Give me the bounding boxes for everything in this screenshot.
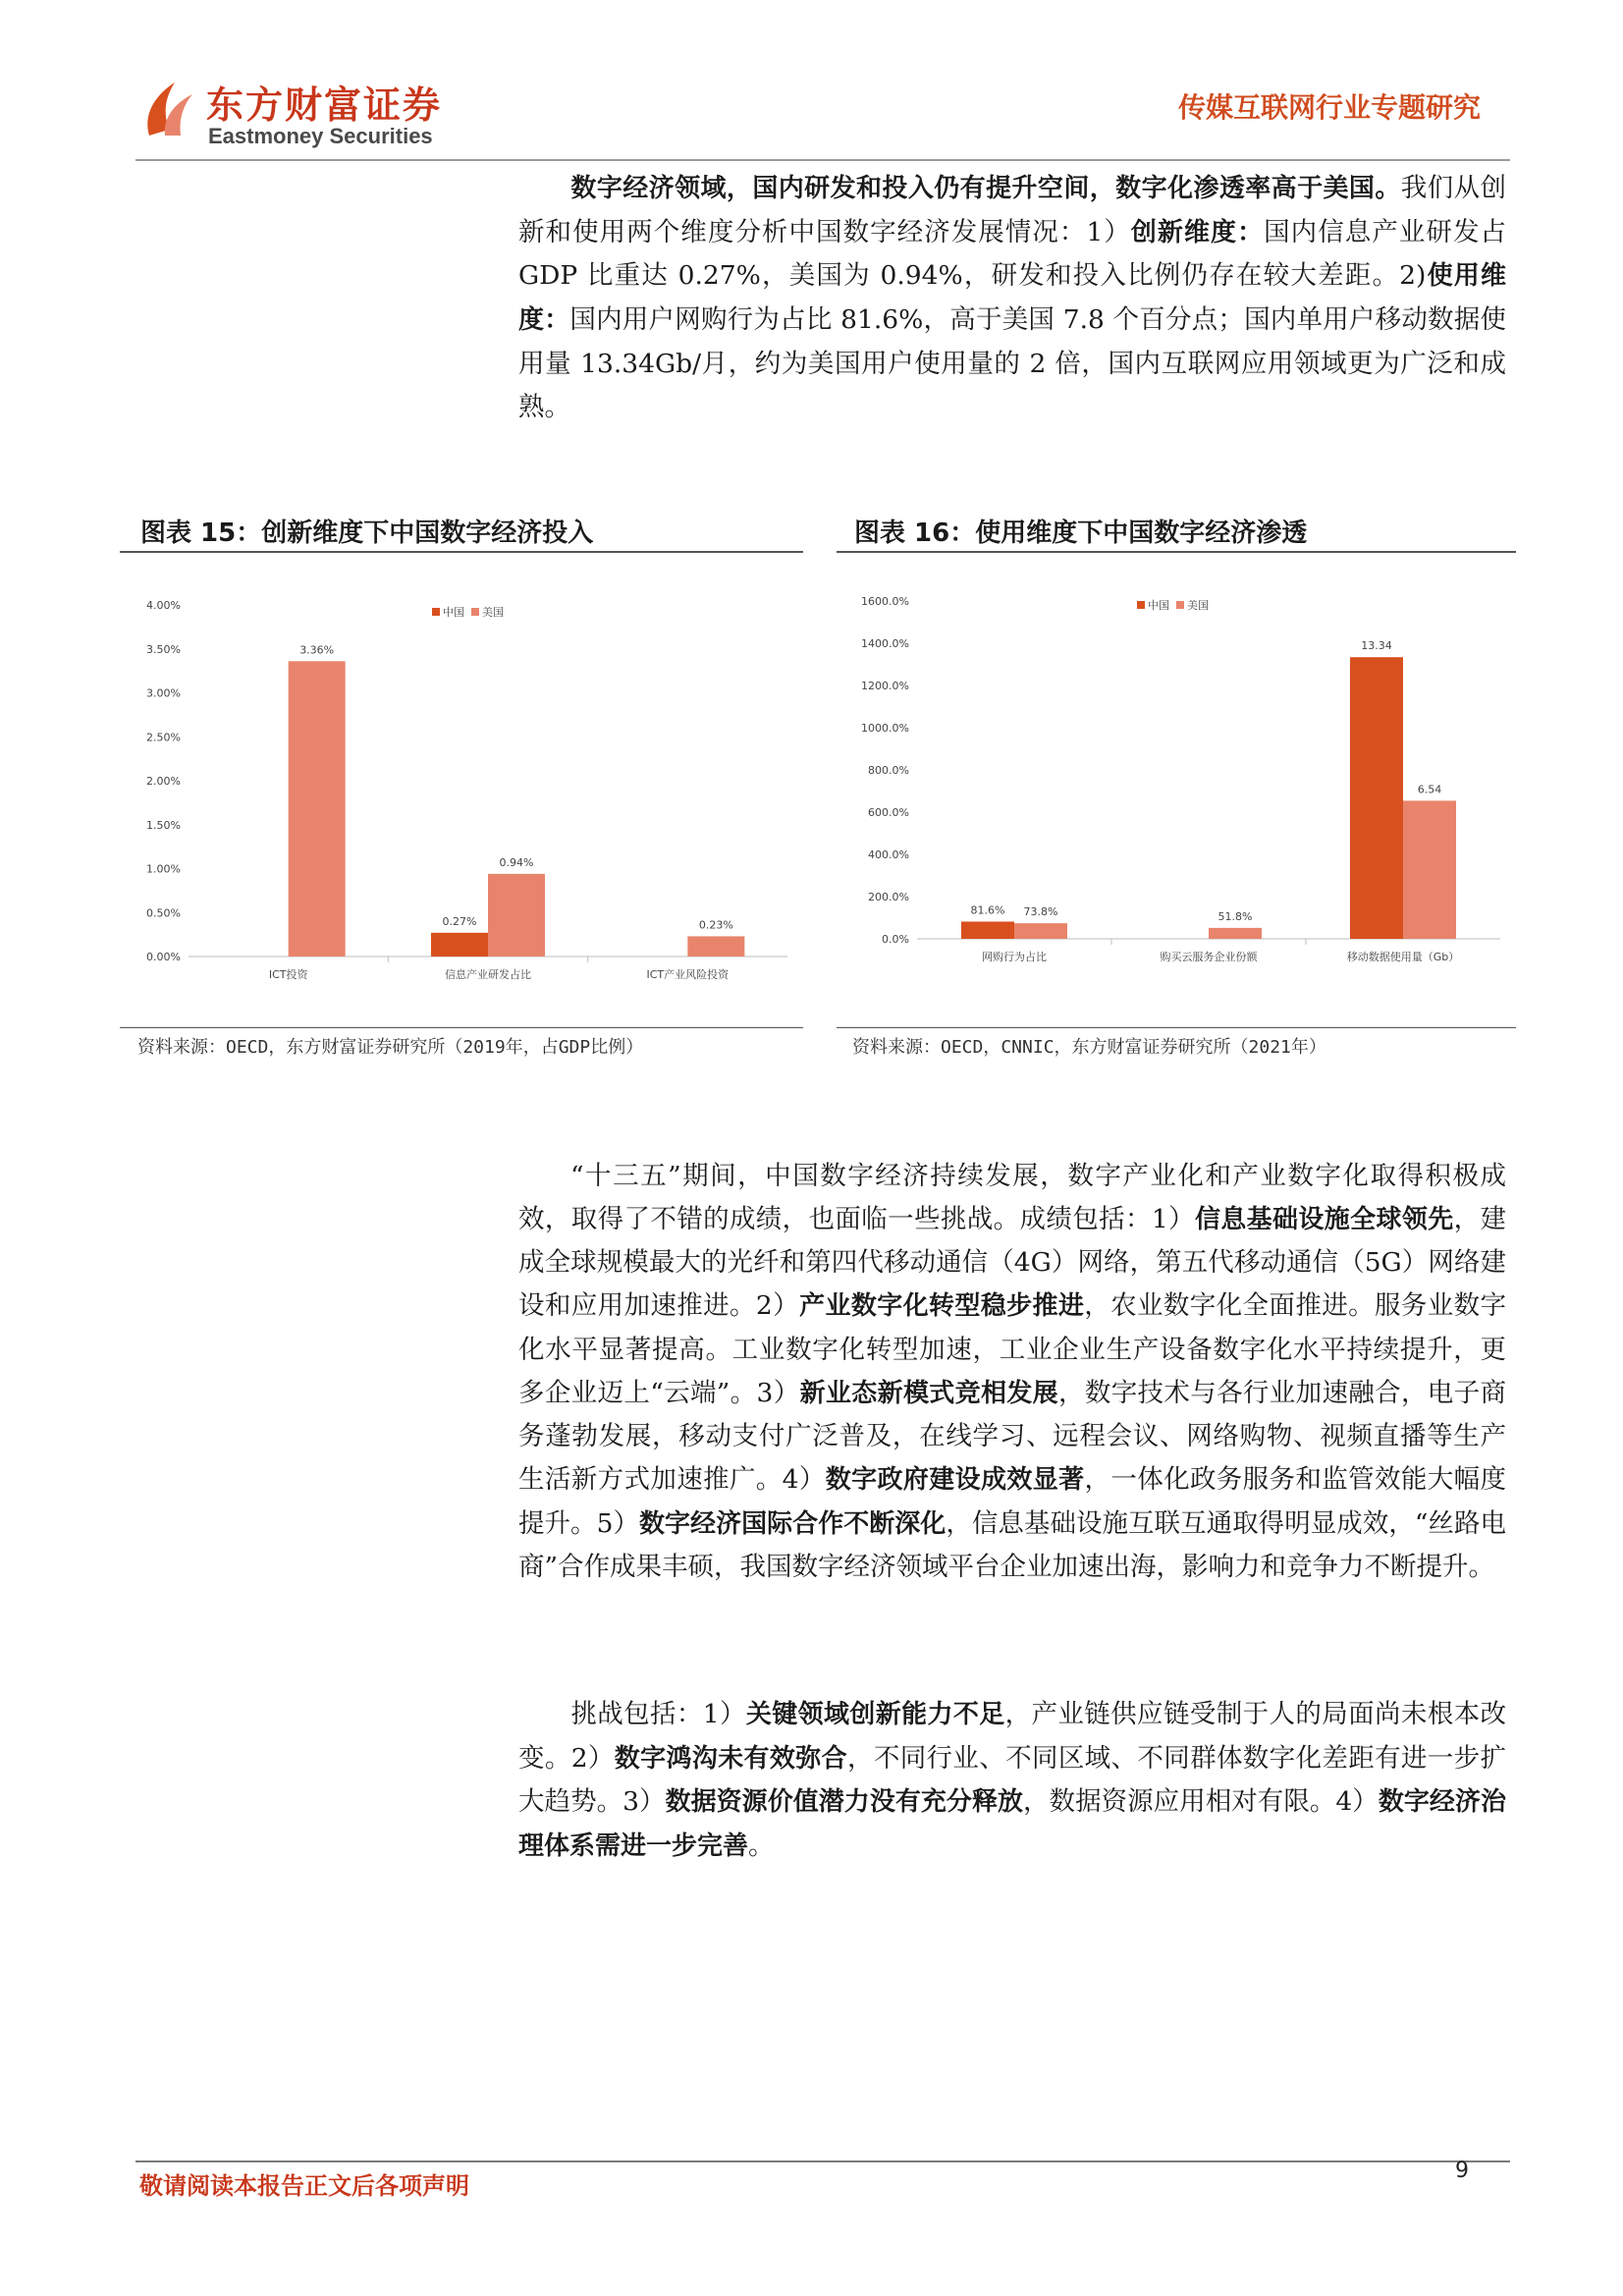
legend-label: 中国 <box>1148 599 1169 612</box>
intro-text: 我们从创新和使用两个维度分析中国数字经济发展情况：1） <box>518 173 1506 247</box>
y-tick-label: 1400.0% <box>861 637 909 650</box>
brand-name-cn: 东方财富证券 <box>206 83 443 127</box>
y-tick-label: 4.00% <box>146 599 181 612</box>
intro-bold: 创新维度： <box>1130 217 1265 247</box>
challenges-bold: 数据资源价值潜力没有充分释放 <box>665 1787 1024 1818</box>
chart16-bottom-rule <box>837 1027 1516 1028</box>
chart15-top-rule <box>120 551 803 553</box>
y-tick-label: 800.0% <box>868 764 909 777</box>
data-label: 0.94% <box>499 855 534 869</box>
data-label: 3.36% <box>299 643 335 657</box>
legend-swatch <box>1137 601 1145 609</box>
legend-swatch <box>471 608 479 616</box>
achievements-text: ，数字技术与各行业加速融合，电子商务蓬勃发展，移动支付广泛普及，在线学习、远程会议、网络购物、视频直播等生产生活新方式加速推广。4） <box>518 1377 1506 1495</box>
chart16-plot <box>837 560 1516 1021</box>
footer-divider <box>135 2160 1510 2162</box>
intro-paragraph <box>518 167 1506 428</box>
x-tick-label: ICT产业风险投资 <box>646 968 730 981</box>
data-label: 51.8% <box>1217 909 1253 923</box>
bar-usa <box>687 936 744 957</box>
report-title: 传媒互联网行业专题研究 <box>1177 91 1481 124</box>
data-label: 0.27% <box>442 914 477 928</box>
achievements-paragraph <box>518 1155 1506 1589</box>
challenges-bold: 数字鸿沟未有效弥合 <box>614 1743 847 1774</box>
bar-usa <box>488 874 545 957</box>
page-number: 9 <box>1455 2159 1469 2183</box>
x-tick-label: ICT投资 <box>268 968 308 981</box>
y-tick-label: 0.50% <box>146 906 181 920</box>
achievements-bold: 数字政府建设成效显著 <box>825 1464 1085 1495</box>
y-tick-label: 3.00% <box>146 686 181 700</box>
legend-label: 美国 <box>1187 599 1209 612</box>
legend-swatch <box>1176 601 1184 609</box>
data-label: 73.8% <box>1023 905 1058 919</box>
y-tick-label: 1000.0% <box>861 722 909 735</box>
disclaimer-note: 敬请阅读本报告正文后各项声明 <box>139 2172 469 2200</box>
challenges-text: ，产业链供应链受制于人的局面尚未根本改变。2） <box>518 1699 1506 1774</box>
achievements-text: ，建成全球规模最大的光纤和第四代移动通信（4G）网络，第五代移动通信（5G）网络建设和应用加速推进。2） <box>518 1203 1506 1322</box>
chart15-plot <box>120 560 803 1021</box>
achievements-bold: 新业态新模式竞相发展 <box>799 1378 1059 1408</box>
intro-text: 国内信息产业研发占 GDP 比重达 0.27%，美国为 0.94%，研发和投入比例仍存在较大差距。2) <box>518 216 1506 292</box>
bar-china <box>1350 657 1403 939</box>
challenges-bold: 数字经济治理体系需进一步完善 <box>518 1787 1506 1862</box>
bar-usa <box>1209 928 1262 939</box>
x-tick-label: 移动数据使用量（Gb） <box>1346 951 1460 963</box>
challenges-bold: 关键领域创新能力不足 <box>745 1700 1005 1729</box>
header-divider <box>135 159 1510 161</box>
x-tick-label: 信息产业研发占比 <box>445 968 531 981</box>
x-tick-label: 购买云服务企业份额 <box>1160 951 1258 963</box>
y-tick-label: 2.00% <box>146 775 181 788</box>
brand-name-en: Eastmoney Securities <box>208 124 433 148</box>
chart15-source: 资料来源：OECD，东方财富证券研究所（2019年，占GDP比例） <box>137 1037 644 1058</box>
achievements-bold: 产业数字化转型稳步推进 <box>799 1291 1085 1322</box>
data-label: 81.6% <box>970 903 1005 917</box>
legend-swatch <box>432 608 440 616</box>
y-tick-label: 400.0% <box>868 848 909 861</box>
y-tick-label: 200.0% <box>868 891 909 903</box>
chart15-bottom-rule <box>120 1027 803 1028</box>
chart16-caption: 图表 16：使用维度下中国数字经济渗透 <box>854 519 1308 548</box>
chart16-top-rule <box>837 551 1516 553</box>
y-tick-label: 1200.0% <box>861 680 909 692</box>
data-label: 6.54 <box>1417 783 1442 796</box>
achievements-text: ，一体化政务服务和监管效能大幅度提升。5） <box>518 1463 1506 1539</box>
x-tick-label: 网购行为占比 <box>982 951 1047 963</box>
achievements-text: ，信息基础设施互联互通取得明显成效，“丝路电商”合作成果丰硕，我国数字经济领域平台企业加速出海，影响力和竞争力不断提升。 <box>518 1507 1506 1583</box>
challenges-text: ，不同行业、不同区域、不同群体数字化差距有进一步扩大趋势。3） <box>518 1742 1506 1818</box>
chart16-source: 资料来源：OECD，CNNIC，东方财富证券研究所（2021年） <box>852 1037 1326 1058</box>
challenges-paragraph <box>518 1693 1506 1869</box>
challenges-text: 。 <box>748 1831 775 1862</box>
y-tick-label: 0.0% <box>882 933 909 946</box>
y-tick-label: 600.0% <box>868 806 909 819</box>
bar-usa <box>1403 800 1456 939</box>
y-tick-label: 3.50% <box>146 642 181 656</box>
legend-label: 美国 <box>482 606 504 619</box>
y-tick-label: 1.50% <box>146 818 181 832</box>
bar-china <box>961 921 1014 939</box>
data-label: 0.23% <box>698 918 733 932</box>
achievements-text: ，农业数字化全面推进。服务业数字化水平显著提高。工业数字化转型加速，工业企业生产设备数字化水平持续提升，更多企业迈上“云端”。3） <box>518 1290 1506 1408</box>
y-tick-label: 2.50% <box>146 731 181 744</box>
bar-china <box>431 933 488 957</box>
intro-lead: 数字经济领域，国内研发和投入仍有提升空间，数字化渗透率高于美国。 <box>570 174 1401 203</box>
intro-bold: 使用维度： <box>518 261 1506 336</box>
y-tick-label: 1.00% <box>146 862 181 876</box>
challenges-text: ，数据资源应用相对有限。4） <box>1023 1786 1379 1818</box>
bar-usa <box>289 661 346 957</box>
bar-usa <box>1014 923 1067 939</box>
brand-logo-icon <box>135 77 202 143</box>
data-label: 13.34 <box>1361 639 1392 653</box>
achievements-bold: 信息基础设施全球领先 <box>1194 1204 1454 1234</box>
intro-text: 国内用户网购行为占比 81.6%，高于美国 7.8 个百分点；国内单用户移动数据使用量 13.34Gb/月，约为美国用户使用量的 2 倍，国内互联网应用领域更为广泛和成熟。 <box>518 304 1506 422</box>
y-tick-label: 0.00% <box>146 951 181 963</box>
legend-label: 中国 <box>443 606 464 619</box>
achievements-bold: 数字经济国际合作不断深化 <box>639 1508 947 1539</box>
chart15-caption: 图表 15：创新维度下中国数字经济投入 <box>140 519 594 548</box>
achievements-text: “十三五”期间，中国数字经济持续发展，数字产业化和产业数字化取得积极成效，取得了不错的成绩，也面临一些挑战。成绩包括：1） <box>518 1161 1506 1234</box>
y-tick-label: 1600.0% <box>861 595 909 608</box>
challenges-text: 挑战包括：1） <box>570 1699 746 1729</box>
